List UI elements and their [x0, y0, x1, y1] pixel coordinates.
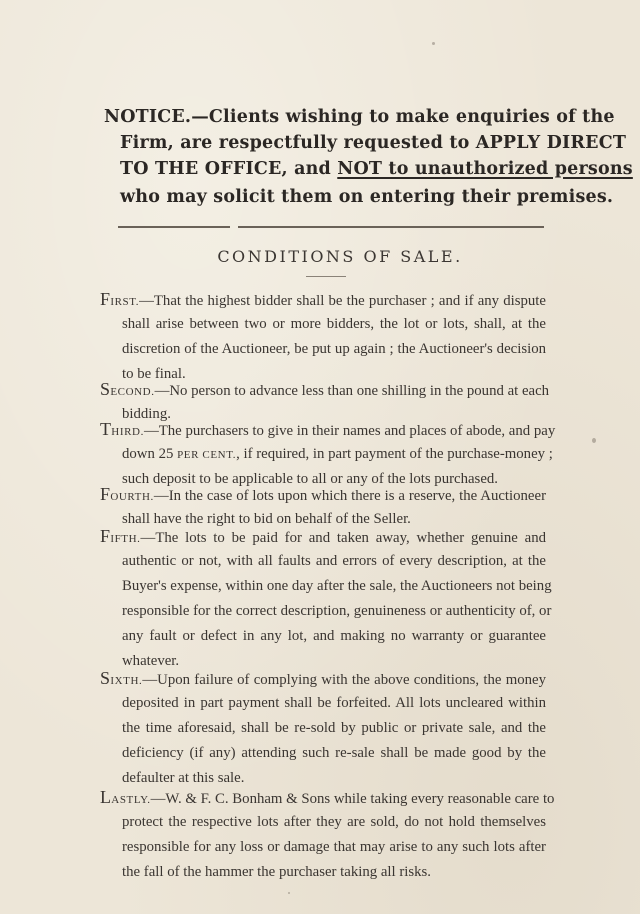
condition-lead: FIFTH.: [100, 526, 141, 546]
condition-line: shall arise between two or more bidders, the lot or lots, shall, at the: [122, 316, 546, 332]
notice-line-1: NOTICE.—Clients wishing to make enquiries of the: [104, 107, 615, 127]
condition-lead: THIRD.: [100, 419, 144, 439]
conditions-heading: CONDITIONS OF SALE.: [217, 247, 463, 266]
notice-line-3: [120, 156, 633, 182]
condition-line: to be final.: [122, 366, 186, 382]
paper-speck: [318, 346, 320, 349]
condition-line: any fault or defect in any lot, and making no warranty or guarantee: [122, 628, 546, 644]
condition-line: FOURTH.—In the case of lots upon which there is a reserve, the Auctioneer: [100, 484, 546, 504]
condition-line: FIRST.—That the highest bidder shall be the purchaser ; and if any dispute: [100, 289, 546, 309]
condition-line: whatever.: [122, 653, 180, 669]
paper-speck: [592, 438, 596, 443]
condition-line: bidding.: [122, 406, 171, 422]
condition-line: authentic or not, with all faults and errors of every description, at the: [122, 553, 546, 569]
condition-lead: LASTLY.: [100, 787, 151, 807]
notice-block: [104, 104, 633, 210]
condition-line: protect the respective lots after they are sold, do not hold themselves: [122, 814, 546, 830]
condition-line: SECOND.—No person to advance less than one shilling in the pound at each: [100, 379, 550, 399]
condition-line: shall have the right to bid on behalf of the Seller.: [122, 511, 411, 527]
condition-line: responsible for any loss or damage that may arise to any such lots after: [122, 839, 546, 855]
condition-line: THIRD.—The purchasers to give in their names and places of abode, and pay: [100, 419, 556, 439]
heading-underline: [306, 276, 346, 277]
condition-fifth: [100, 524, 552, 674]
condition-line: discretion of the Auctioneer, be put up again ; the Auctioneer's decision: [122, 341, 546, 357]
condition-line: the time aforesaid, shall be re-sold by public or private sale, and the: [122, 720, 546, 736]
divider-right: [238, 226, 544, 228]
paper-speck: [432, 42, 435, 45]
condition-third: [100, 417, 556, 492]
notice-line-3-start: TO THE OFFICE, and: [120, 159, 338, 179]
condition-lastly: [100, 785, 555, 885]
condition-lead: SECOND.: [100, 379, 155, 399]
condition-line: down 25 PER CENT., if required, in part payment of the purchase-money ;: [122, 446, 553, 462]
condition-line: SIXTH.—Upon failure of complying with the above conditions, the money: [100, 668, 546, 688]
condition-first: [100, 287, 546, 387]
divider-left: [118, 226, 230, 228]
notice-line-2: Firm, are respectfully requested to APPLY DIRECT: [120, 133, 627, 153]
condition-line: LASTLY.—W. & F. C. Bonham & Sons while taking every reasonable care to: [100, 787, 555, 807]
condition-line: the fall of the hammer the purchaser taking all risks.: [122, 864, 431, 880]
condition-line: deficiency (if any) attending such re-sale shall be made good by the: [122, 745, 546, 761]
condition-line: responsible for the correct description, genuineness or authenticity of, or: [122, 603, 552, 619]
condition-lead: FIRST.: [100, 289, 140, 309]
notice-underlined-text: NOT to unauthorized persons: [337, 159, 633, 179]
notice-line-4: who may solicit them on entering their premises.: [120, 187, 614, 207]
paper-speck: [288, 892, 290, 894]
condition-lead: FOURTH.: [100, 484, 154, 504]
condition-line: defaulter at this sale.: [122, 770, 245, 786]
condition-line: Buyer's expense, within one day after the sale, the Auctioneers not being: [122, 578, 552, 594]
condition-line: deposited in part payment shall be forfeited. All lots uncleared within: [122, 695, 546, 711]
condition-line: FIFTH.—The lots to be paid for and taken away, whether genuine and: [100, 526, 546, 546]
condition-line: such deposit to be applicable to all or any of the lots purchased.: [122, 471, 498, 487]
condition-lead: SIXTH.: [100, 668, 143, 688]
condition-sixth: [100, 666, 546, 791]
